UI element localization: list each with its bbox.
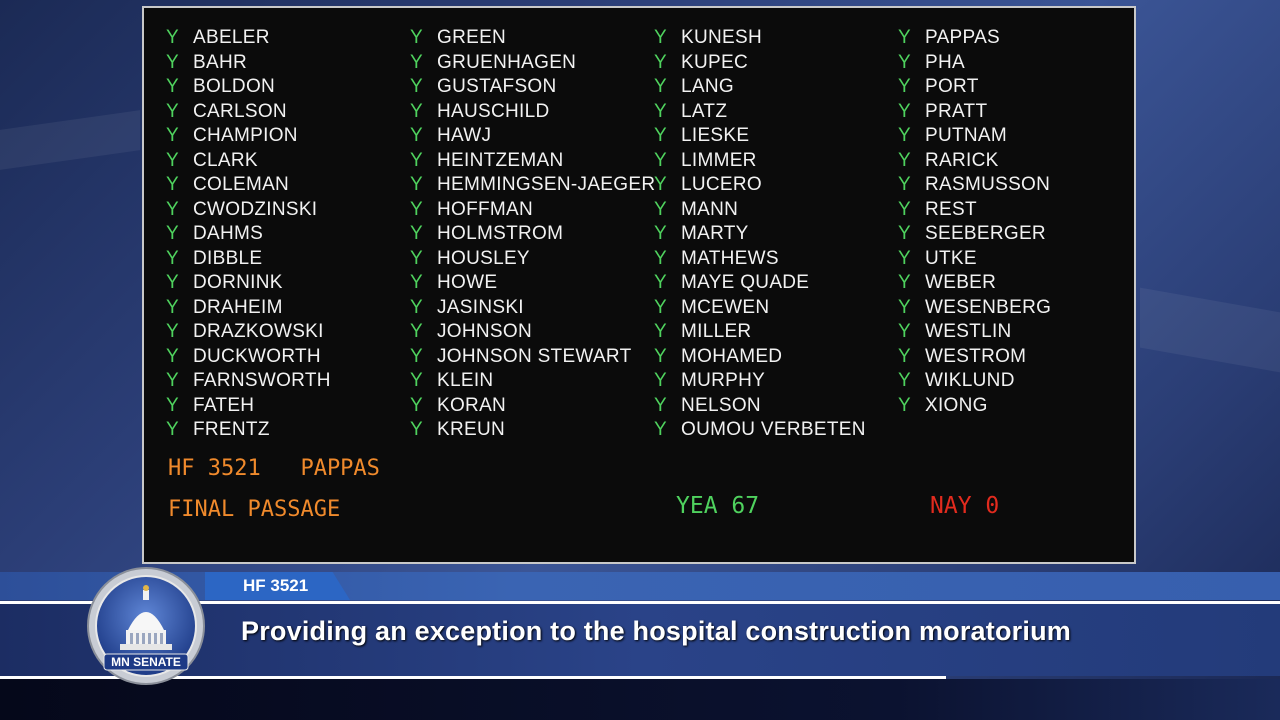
- senator-name: MARTY: [681, 223, 749, 244]
- vote-mark: Y: [654, 198, 667, 220]
- vote-mark: Y: [410, 125, 423, 146]
- vote-row: [166, 271, 331, 296]
- vote-row: [654, 51, 866, 76]
- vote-row: [410, 51, 655, 76]
- vote-row: [410, 394, 655, 419]
- vote-row: [654, 247, 866, 272]
- senator-name: HEMMINGSEN-JAEGER: [437, 174, 656, 195]
- vote-mark: Y: [654, 321, 667, 342]
- vote-mark: Y: [166, 370, 179, 391]
- vote-mark: Y: [410, 370, 423, 391]
- senator-name: ABELER: [193, 27, 270, 48]
- vote-mark: Y: [654, 345, 667, 367]
- vote-mark: Y: [166, 419, 179, 440]
- senator-name: HOWE: [437, 272, 498, 293]
- senator-name: REST: [925, 198, 977, 220]
- vote-mark: Y: [898, 247, 911, 269]
- senator-name: MOHAMED: [681, 345, 783, 367]
- senator-name: MAYE QUADE: [681, 272, 810, 293]
- vote-row: [654, 149, 866, 174]
- vote-row: [654, 26, 866, 51]
- senator-name: GRUENHAGEN: [437, 51, 577, 73]
- vote-column-1: [166, 26, 331, 443]
- vote-mark: Y: [898, 51, 911, 73]
- vote-mark: Y: [898, 100, 911, 122]
- senator-name: DIBBLE: [193, 247, 263, 269]
- senator-name: CWODZINSKI: [193, 198, 318, 220]
- senator-name: PUTNAM: [925, 125, 1008, 146]
- vote-row: [898, 271, 1051, 296]
- vote-mark: Y: [898, 394, 911, 416]
- seal-text: MN SENATE: [111, 655, 181, 669]
- vote-row: [898, 222, 1051, 247]
- vote-row: [166, 173, 331, 198]
- vote-mark: Y: [410, 174, 423, 195]
- background-streak: [1140, 288, 1280, 373]
- senator-name: WESTROM: [925, 345, 1027, 367]
- vote-row: [654, 198, 866, 223]
- senator-name: MATHEWS: [681, 247, 779, 269]
- vote-mark: Y: [166, 100, 179, 122]
- vote-mark: Y: [166, 51, 179, 73]
- senator-name: LUCERO: [681, 174, 762, 195]
- vote-row: [654, 222, 866, 247]
- vote-column-2: [410, 26, 655, 443]
- vote-row: [166, 418, 331, 443]
- vote-row: [410, 320, 655, 345]
- vote-row: [166, 247, 331, 272]
- senator-name: KUNESH: [681, 27, 762, 48]
- vote-row: [654, 345, 866, 370]
- vote-row: [166, 26, 331, 51]
- senator-name: JASINSKI: [437, 296, 524, 318]
- vote-mark: Y: [410, 198, 423, 220]
- vote-row: [898, 198, 1051, 223]
- vote-row: [410, 100, 655, 125]
- vote-row: [166, 51, 331, 76]
- senator-name: HAWJ: [437, 125, 492, 146]
- vote-mark: Y: [410, 419, 423, 440]
- vote-mark: Y: [166, 198, 179, 220]
- senator-name: FATEH: [193, 394, 255, 416]
- senator-name: MANN: [681, 198, 739, 220]
- senator-name: HAUSCHILD: [437, 100, 550, 122]
- senator-name: CARLSON: [193, 100, 287, 122]
- yea-count: YEA 67: [676, 493, 760, 519]
- senator-name: KORAN: [437, 394, 507, 416]
- vote-row: [898, 345, 1051, 370]
- senator-name: COLEMAN: [193, 174, 290, 195]
- vote-mark: Y: [410, 321, 423, 342]
- senator-name: GREEN: [437, 27, 507, 48]
- vote-row: [410, 26, 655, 51]
- vote-row: [410, 149, 655, 174]
- vote-row: [410, 75, 655, 100]
- senator-name: BOLDON: [193, 76, 276, 97]
- vote-mark: Y: [166, 174, 179, 195]
- vote-mark: Y: [410, 223, 423, 244]
- vote-row: [654, 369, 866, 394]
- senator-name: XIONG: [925, 394, 988, 416]
- vote-mark: Y: [898, 321, 911, 342]
- senator-name: FARNSWORTH: [193, 370, 331, 391]
- bill-number-author: HF 3521 PAPPAS: [168, 456, 380, 481]
- senator-name: PHA: [925, 51, 965, 73]
- senator-name: DAHMS: [193, 223, 264, 244]
- senator-name: PRATT: [925, 100, 988, 122]
- vote-mark: Y: [410, 394, 423, 416]
- vote-row: [166, 296, 331, 321]
- vote-mark: Y: [898, 198, 911, 220]
- vote-mark: Y: [166, 247, 179, 269]
- vote-mark: Y: [654, 76, 667, 97]
- vote-row: [410, 124, 655, 149]
- senator-name: RARICK: [925, 149, 999, 171]
- nay-count: NAY 0: [930, 493, 1000, 519]
- vote-mark: Y: [654, 296, 667, 318]
- vote-mark: Y: [898, 125, 911, 146]
- vote-board: [142, 6, 1136, 564]
- vote-mark: Y: [898, 76, 911, 97]
- vote-row: [898, 369, 1051, 394]
- vote-mark: Y: [898, 149, 911, 171]
- vote-mark: Y: [410, 247, 423, 269]
- senator-name: WEBER: [925, 272, 997, 293]
- senator-name: MCEWEN: [681, 296, 770, 318]
- vote-mark: Y: [166, 149, 179, 171]
- vote-row: [654, 418, 866, 443]
- vote-mark: Y: [654, 51, 667, 73]
- vote-row: [654, 320, 866, 345]
- senator-name: HEINTZEMAN: [437, 149, 564, 171]
- senator-name: GUSTAFSON: [437, 76, 557, 97]
- senator-name: UTKE: [925, 247, 977, 269]
- vote-mark: Y: [166, 345, 179, 367]
- senator-name: MURPHY: [681, 370, 766, 391]
- vote-mark: Y: [166, 223, 179, 244]
- vote-column-4: [898, 26, 1051, 418]
- vote-row: [654, 394, 866, 419]
- vote-mark: Y: [898, 345, 911, 367]
- vote-row: [654, 75, 866, 100]
- vote-mark: Y: [166, 125, 179, 146]
- vote-row: [166, 198, 331, 223]
- vote-mark: Y: [654, 125, 667, 146]
- vote-mark: Y: [898, 27, 911, 48]
- vote-row: [166, 149, 331, 174]
- vote-row: [166, 124, 331, 149]
- motion-label: FINAL PASSAGE: [168, 497, 341, 522]
- senator-name: HOUSLEY: [437, 247, 530, 269]
- senator-name: JOHNSON STEWART: [437, 345, 632, 367]
- vote-mark: Y: [654, 419, 667, 440]
- vote-row: [898, 394, 1051, 419]
- vote-row: [898, 247, 1051, 272]
- vote-row: [166, 345, 331, 370]
- senator-name: JOHNSON: [437, 321, 532, 342]
- senator-name: HOLMSTROM: [437, 223, 564, 244]
- vote-mark: Y: [410, 272, 423, 293]
- senator-name: HOFFMAN: [437, 198, 534, 220]
- senator-name: CHAMPION: [193, 125, 298, 146]
- senator-name: KREUN: [437, 419, 506, 440]
- background-streak: [0, 110, 140, 170]
- vote-mark: Y: [654, 223, 667, 244]
- senator-name: WESTLIN: [925, 321, 1012, 342]
- vote-row: [898, 51, 1051, 76]
- senator-name: RASMUSSON: [925, 174, 1051, 195]
- vote-mark: Y: [898, 296, 911, 318]
- vote-row: [410, 271, 655, 296]
- senator-name: SEEBERGER: [925, 223, 1046, 244]
- vote-row: [166, 394, 331, 419]
- vote-row: [898, 173, 1051, 198]
- vote-mark: Y: [654, 394, 667, 416]
- vote-row: [898, 149, 1051, 174]
- vote-row: [410, 173, 655, 198]
- senator-name: LATZ: [681, 100, 728, 122]
- vote-mark: Y: [898, 370, 911, 391]
- vote-mark: Y: [898, 272, 911, 293]
- vote-mark: Y: [410, 345, 423, 367]
- vote-mark: Y: [410, 27, 423, 48]
- vote-row: [898, 320, 1051, 345]
- bill-caption: Providing an exception to the hospital construction moratorium: [241, 616, 1071, 646]
- senator-name: DRAZKOWSKI: [193, 321, 324, 342]
- vote-mark: Y: [898, 223, 911, 244]
- vote-row: [654, 271, 866, 296]
- mn-senate-seal-logo: [86, 566, 206, 686]
- vote-mark: Y: [166, 76, 179, 97]
- vote-row: [654, 100, 866, 125]
- vote-row: [410, 296, 655, 321]
- senator-name: DUCKWORTH: [193, 345, 321, 367]
- vote-mark: Y: [654, 272, 667, 293]
- senator-name: FRENTZ: [193, 419, 270, 440]
- senator-name: WIKLUND: [925, 370, 1015, 391]
- senator-name: CLARK: [193, 149, 258, 171]
- vote-mark: Y: [410, 296, 423, 318]
- vote-mark: Y: [410, 76, 423, 97]
- vote-row: [410, 247, 655, 272]
- senator-name: WESENBERG: [925, 296, 1052, 318]
- vote-row: [410, 345, 655, 370]
- vote-mark: Y: [898, 174, 911, 195]
- vote-row: [166, 320, 331, 345]
- vote-row: [654, 173, 866, 198]
- vote-row: [898, 26, 1051, 51]
- vote-row: [898, 124, 1051, 149]
- senator-name: BAHR: [193, 51, 247, 73]
- vote-mark: Y: [654, 149, 667, 171]
- vote-row: [410, 418, 655, 443]
- vote-row: [166, 222, 331, 247]
- senator-name: PORT: [925, 76, 979, 97]
- vote-mark: Y: [410, 149, 423, 171]
- vote-row: [898, 100, 1051, 125]
- senator-name: KLEIN: [437, 370, 494, 391]
- vote-row: [410, 222, 655, 247]
- senator-name: LANG: [681, 76, 734, 97]
- bill-tag: HF 3521: [243, 576, 309, 595]
- vote-row: [166, 369, 331, 394]
- vote-mark: Y: [410, 100, 423, 122]
- vote-row: [410, 369, 655, 394]
- vote-mark: Y: [654, 370, 667, 391]
- vote-row: [166, 75, 331, 100]
- vote-mark: Y: [166, 296, 179, 318]
- vote-mark: Y: [410, 51, 423, 73]
- vote-mark: Y: [654, 100, 667, 122]
- senator-name: MILLER: [681, 321, 752, 342]
- vote-row: [166, 100, 331, 125]
- vote-mark: Y: [654, 27, 667, 48]
- vote-mark: Y: [166, 321, 179, 342]
- vote-row: [898, 296, 1051, 321]
- vote-mark: Y: [166, 27, 179, 48]
- senator-name: DRAHEIM: [193, 296, 283, 318]
- vote-row: [898, 75, 1051, 100]
- senator-name: OUMOU VERBETEN: [681, 419, 866, 440]
- vote-mark: Y: [654, 174, 667, 195]
- senator-name: DORNINK: [193, 272, 283, 293]
- vote-mark: Y: [166, 272, 179, 293]
- senator-name: LIMMER: [681, 149, 757, 171]
- senator-name: KUPEC: [681, 51, 748, 73]
- vote-column-3: [654, 26, 866, 443]
- vote-row: [410, 198, 655, 223]
- vote-mark: Y: [166, 394, 179, 416]
- senator-name: LIESKE: [681, 125, 750, 146]
- vote-row: [654, 296, 866, 321]
- vote-row: [654, 124, 866, 149]
- senator-name: PAPPAS: [925, 27, 1001, 48]
- vote-mark: Y: [654, 247, 667, 269]
- senator-name: NELSON: [681, 394, 761, 416]
